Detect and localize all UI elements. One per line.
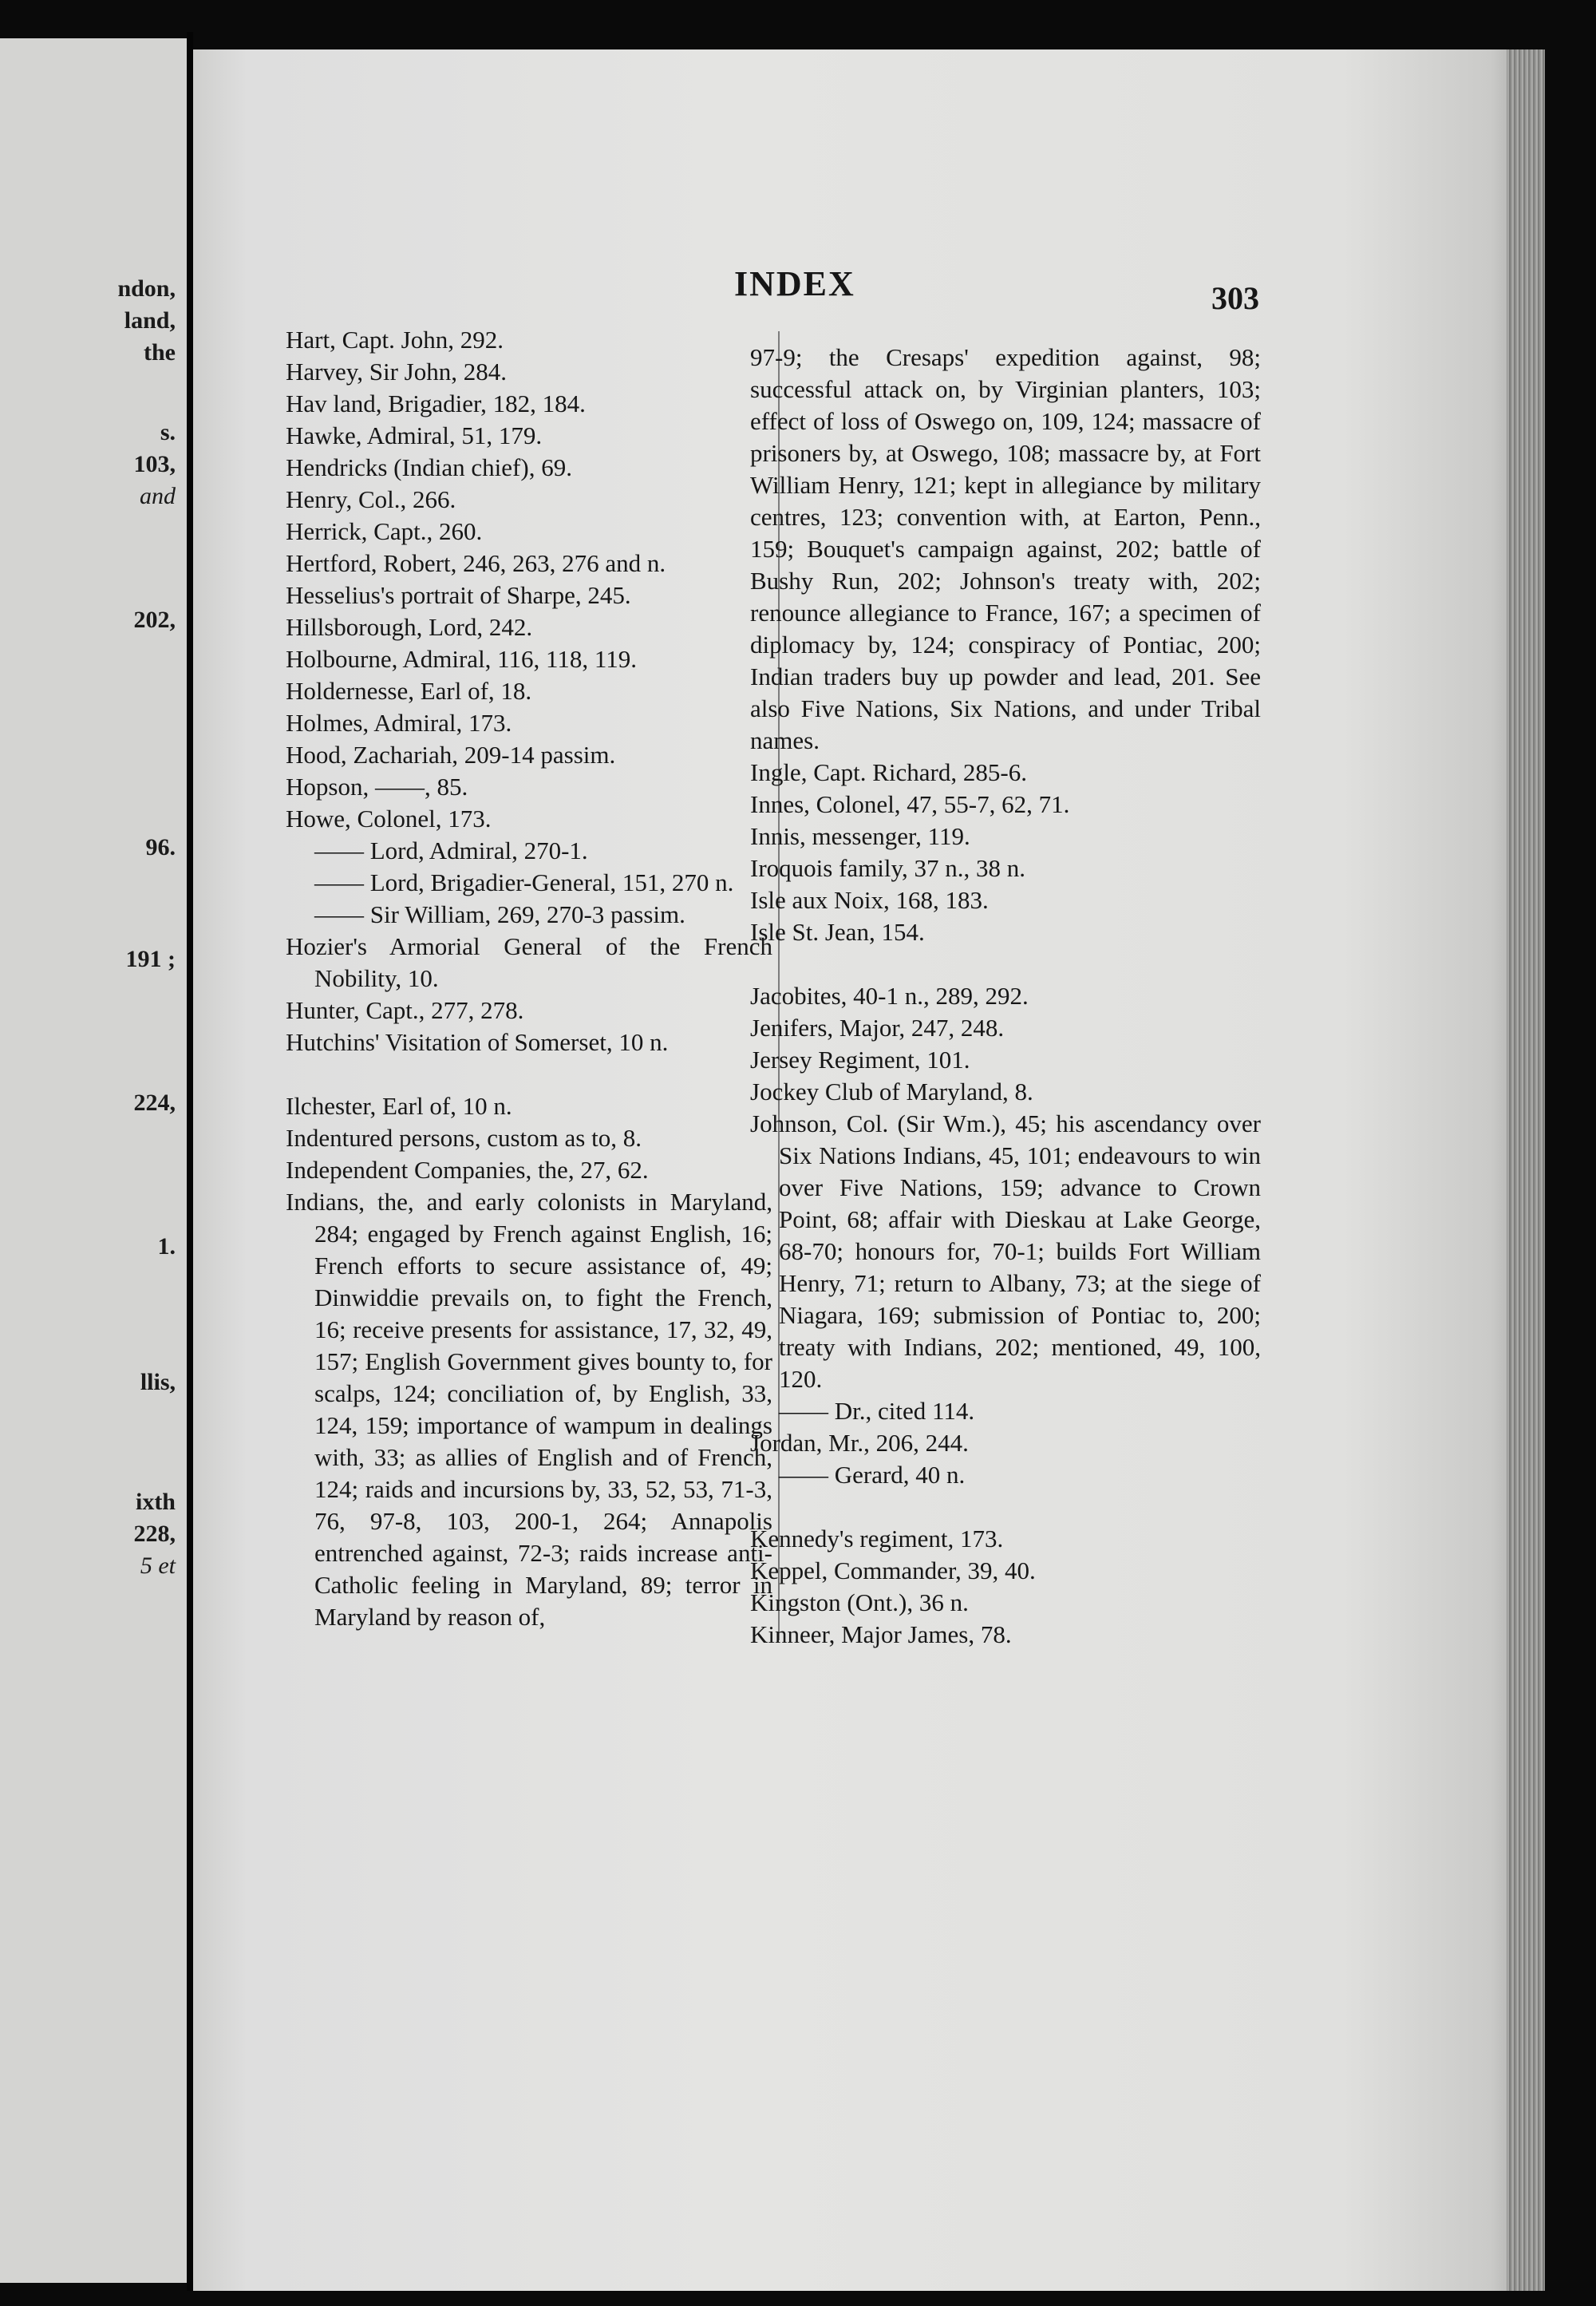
left-page-fragments [0, 38, 187, 2283]
index-entry: Isle aux Noix, 168, 183. [750, 886, 989, 914]
index-entry: —— Lord, Brigadier-General, 151, 270 n. [314, 868, 734, 896]
left-page-fragment: land, [124, 307, 176, 334]
index-entry: Innis, messenger, 119. [750, 822, 970, 850]
left-page-fragment: the [144, 339, 176, 366]
index-entry: Howe, Colonel, 173. [286, 805, 492, 833]
index-column-left [286, 324, 772, 1633]
index-entry: Hart, Capt. John, 292. [286, 326, 504, 354]
index-entry: Keppel, Commander, 39, 40. [750, 1556, 1036, 1584]
index-entry: Isle St. Jean, 154. [750, 918, 925, 946]
index-entry: Jersey Regiment, 101. [750, 1046, 970, 1074]
index-entry: Holdernesse, Earl of, 18. [286, 677, 532, 705]
left-page-fragment: 1. [157, 1233, 176, 1260]
index-entry: Henry, Col., 266. [286, 485, 456, 513]
index-column-right [750, 342, 1261, 1651]
index-entry: Herrick, Capt., 260. [286, 517, 483, 545]
book-gutter [187, 32, 193, 2291]
left-page-fragment: 96. [145, 834, 176, 860]
left-page-fragment: ndon, [117, 275, 176, 302]
index-entry: 97-9; the Cresaps' expedition against, 98; successful attack on, by Virginian planters, 103; effect of loss of Oswego on, 109, 124; massacre of prisoners by, at Oswego, 108; massacre by, at Fort William Henry, 121; kept in allegiance by military centres, 123; convention with, at Earton, Penn., 159; Bouquet's campaign against, 202; battle of Bushy Run, 202; Johnson's treaty with, 202; renounce allegiance to France, 167; a specimen of diplomacy by, 124; conspiracy of Pontiac, 200; Indian traders buy up powder and lead, 201. See also Five Nations, Six Nations, and under Tribal names. [750, 343, 1261, 754]
index-entry: Ilchester, Earl of, 10 n. [286, 1092, 512, 1120]
index-entry: Holbourne, Admiral, 116, 118, 119. [286, 645, 637, 673]
index-entry: Kennedy's regiment, 173. [750, 1525, 1004, 1552]
index-entry: Indians, the, and early colonists in Maryland, 284; engaged by French against English, 16; French efforts to secure assistance of, 49; Dinwiddie prevails on, to fight the French, 16; receive presents for assistance, 17, 32, 49, 157; English Government gives bounty to, for scalps, 124; conciliation of, by English, 33, 124, 159; importance of wampum in dealings with, 33; as allies of English and of French, 124; raids and incursions by, 33, 52, 53, 71-3, 76, 97-8, 103, 200-1, 264; Annapolis entrenched against, 72-3; raids increase anti-Catholic feeling in Maryland, 89; terror in Maryland by reason of, [286, 1188, 772, 1631]
index-entry: Iroquois family, 37 n., 38 n. [750, 854, 1025, 882]
left-page-fragment: 202, [133, 607, 176, 633]
index-entry: Hawke, Admiral, 51, 179. [286, 421, 543, 449]
index-entry: Independent Companies, the, 27, 62. [286, 1156, 649, 1184]
index-entry: Hesselius's portrait of Sharpe, 245. [286, 581, 631, 609]
page-edges [1507, 49, 1545, 2291]
left-page-fragment: 5 et [140, 1552, 176, 1579]
index-entry: Hood, Zachariah, 209-14 passim. [286, 741, 616, 769]
index-entry: Hillsborough, Lord, 242. [286, 613, 533, 641]
left-page-fragment: s. [160, 419, 176, 445]
index-entry: Innes, Colonel, 47, 55-7, 62, 71. [750, 790, 1070, 818]
index-entry: —— Dr., cited 114. [779, 1397, 975, 1425]
page-title: INDEX [734, 264, 855, 303]
index-entry: Johnson, Col. (Sir Wm.), 45; his ascendancy over Six Nations Indians, 45, 101; endeavours to win over Five Nations, 159; advance to Crown Point, 68; affair with Dieskau at Lake George, 68-70; honours for, 70-1; builds Fort William Henry, 71; return to Albany, 73; at the siege of Niagara, 169; submission of Pontiac to, 200; treaty with Indians, 202; mentioned, 49, 100, 120. [750, 1109, 1261, 1393]
left-page-fragment: 228, [133, 1521, 176, 1547]
index-entry: Kingston (Ont.), 36 n. [750, 1588, 969, 1616]
left-page [0, 38, 187, 2283]
index-entry: Harvey, Sir John, 284. [286, 358, 507, 386]
index-entry: Hozier's Armorial General of the French Nobility, 10. [286, 932, 772, 992]
index-entry: Kinneer, Major James, 78. [750, 1620, 1012, 1648]
index-entry: Jockey Club of Maryland, 8. [750, 1078, 1033, 1106]
index-entry: —— Sir William, 269, 270-3 passim. [314, 900, 685, 928]
index-entry: —— Gerard, 40 n. [779, 1461, 966, 1489]
index-entry: Jordan, Mr., 206, 244. [750, 1429, 969, 1457]
index-entry: Jenifers, Major, 247, 248. [750, 1014, 1005, 1042]
page-number: 303 [1211, 280, 1259, 316]
left-page-fragment: and [140, 483, 176, 509]
index-entry: Hendricks (Indian chief), 69. [286, 453, 572, 481]
index-entry: Ingle, Capt. Richard, 285-6. [750, 758, 1027, 786]
index-entry: Holmes, Admiral, 173. [286, 709, 512, 737]
index-entry: Hav land, Brigadier, 182, 184. [286, 390, 586, 417]
left-page-fragment: 191 ; [125, 946, 176, 972]
index-entry: Hertford, Robert, 246, 263, 276 and n. [286, 549, 666, 577]
left-page-fragment: 103, [133, 451, 176, 477]
index-entry: Hunter, Capt., 277, 278. [286, 996, 524, 1024]
index-entry: Hopson, ——, 85. [286, 773, 468, 801]
index-entry: Hutchins' Visitation of Somerset, 10 n. [286, 1028, 669, 1056]
left-page-fragment: 224, [133, 1090, 176, 1116]
index-entry: Jacobites, 40-1 n., 289, 292. [750, 982, 1029, 1010]
left-page-fragment: ixth [135, 1489, 176, 1515]
index-entry: —— Lord, Admiral, 270-1. [314, 837, 588, 864]
left-page-fragment: llis, [140, 1369, 176, 1395]
index-entry: Indentured persons, custom as to, 8. [286, 1124, 642, 1152]
